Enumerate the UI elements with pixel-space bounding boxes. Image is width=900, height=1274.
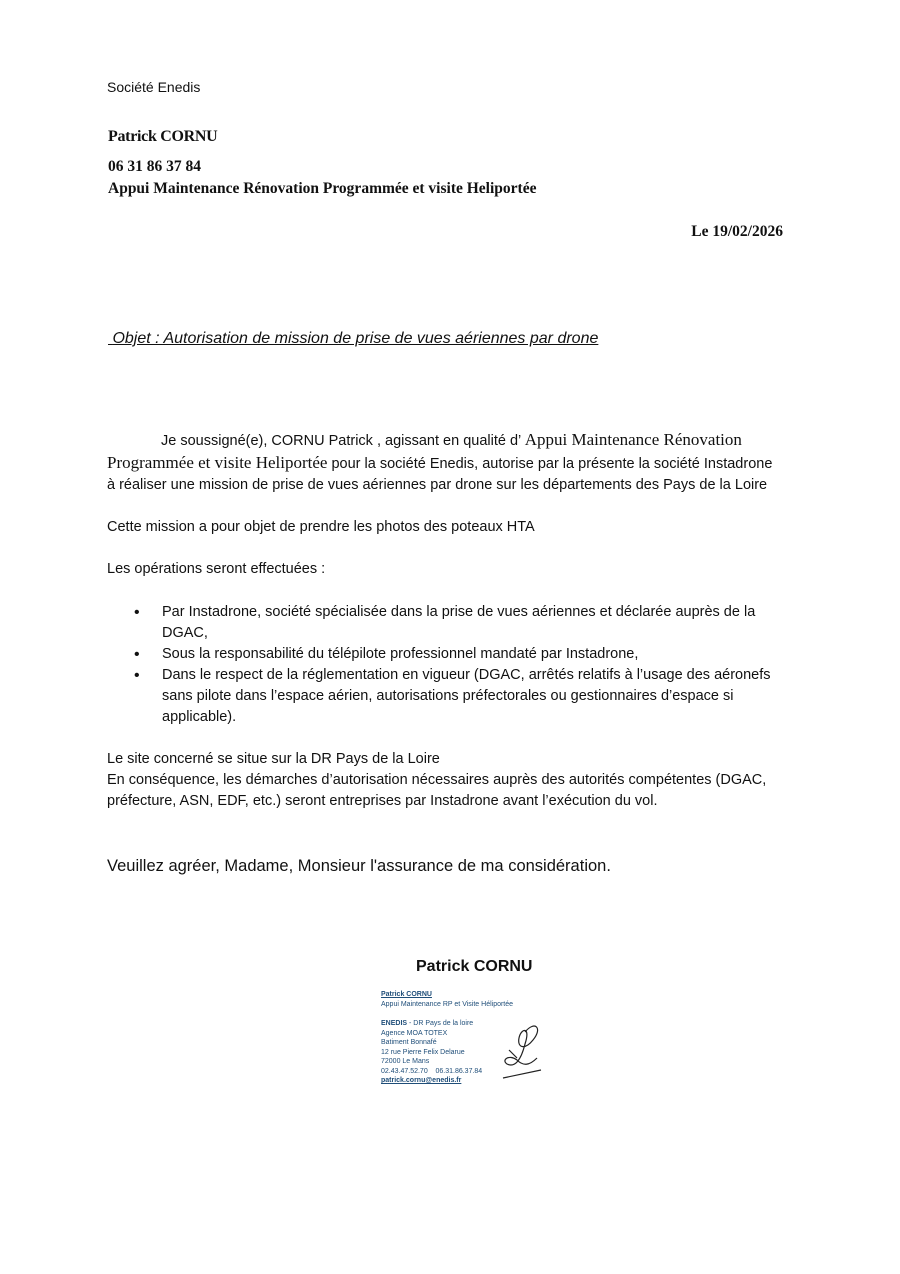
sig-street: 12 rue Pierre Felix Delarue	[381, 1048, 465, 1056]
signature-block	[381, 990, 513, 1086]
p1-start: Je soussigné(e), CORNU Patrick , agissant en qualité d’	[161, 433, 525, 449]
sig-role: Appui Maintenance RP et Visite Héliportée	[381, 1000, 514, 1008]
signature-name: Patrick CORNU	[416, 958, 533, 975]
sig-agency: Agence MOA TOTEX	[381, 1029, 448, 1037]
list-item: • Sous la responsabilité du télépilote professionnel mandaté par Instadrone,	[107, 644, 779, 665]
handwritten-signature	[495, 1020, 550, 1085]
list-item: • Par Instadrone, société spécialisée dans la prise de vues aériennes et déclarée auprès de la DGAC,	[107, 602, 779, 644]
sig-city: 72000 Le Mans	[381, 1058, 430, 1065]
sender-role: Appui Maintenance Rénovation Programmée et visite Heliportée	[108, 180, 537, 197]
p1-role: Appui Maintenance Rénovation Programmée et visite Heliportée	[107, 430, 742, 472]
site-line: Le site concerné se situe sur la DR Pays de la Loire	[107, 751, 440, 767]
sig-building: Batiment Bonnafé	[381, 1039, 437, 1046]
p1-end: pour la société Enedis, autorise par la présente la société Instadrone à réaliser une mission de prise de vues aériennes par drone sur les départements des Pays de la Loire	[107, 456, 773, 493]
subject-text: Objet : Autorisation de mission de prise de vues aériennes par drone	[112, 330, 599, 347]
list-item: • Dans le respect de la réglementation en vigueur (DGAC, arrêtés relatifs à l’usage des aéronefs sans pilote dans l’espace aérien, autorisations préfectorales ou gestionnaires d’espace si applicable).	[107, 665, 779, 728]
letter-date: Le 19/02/2026	[691, 223, 783, 240]
paragraph-site	[107, 749, 779, 812]
company-name: Société Enedis	[107, 79, 201, 95]
sig-email[interactable]: patrick.cornu@enedis.fr	[381, 1077, 462, 1084]
paragraph-purpose: Cette mission a pour objet de prendre les photos des poteaux HTA	[107, 519, 535, 535]
paragraph-authorization	[107, 429, 779, 496]
operations-list	[107, 602, 779, 728]
procedure-line: En conséquence, les démarches d’autorisation nécessaires auprès des autorités compétentes (DGAC, préfecture, ASN, EDF, etc.) seront entreprises par Instadrone avant l’exécution du vol.	[107, 772, 767, 809]
sig-phones: 02.43.47.52.70 06.31.86.37.84	[381, 1067, 483, 1075]
sig-org: ENEDIS	[381, 1020, 408, 1027]
sig-name: Patrick CORNU	[381, 991, 432, 998]
paragraph-operations: Les opérations seront effectuées :	[107, 561, 326, 577]
letter-body	[107, 429, 779, 877]
subject-line	[108, 330, 598, 348]
closing-formula: Veuillez agréer, Madame, Monsieur l'assurance de ma considération.	[107, 857, 611, 875]
sender-name: Patrick CORNU	[108, 128, 218, 145]
sender-phone: 06 31 86 37 84	[108, 158, 201, 175]
sig-org-rest: - DR Pays de la loire	[407, 1020, 474, 1027]
